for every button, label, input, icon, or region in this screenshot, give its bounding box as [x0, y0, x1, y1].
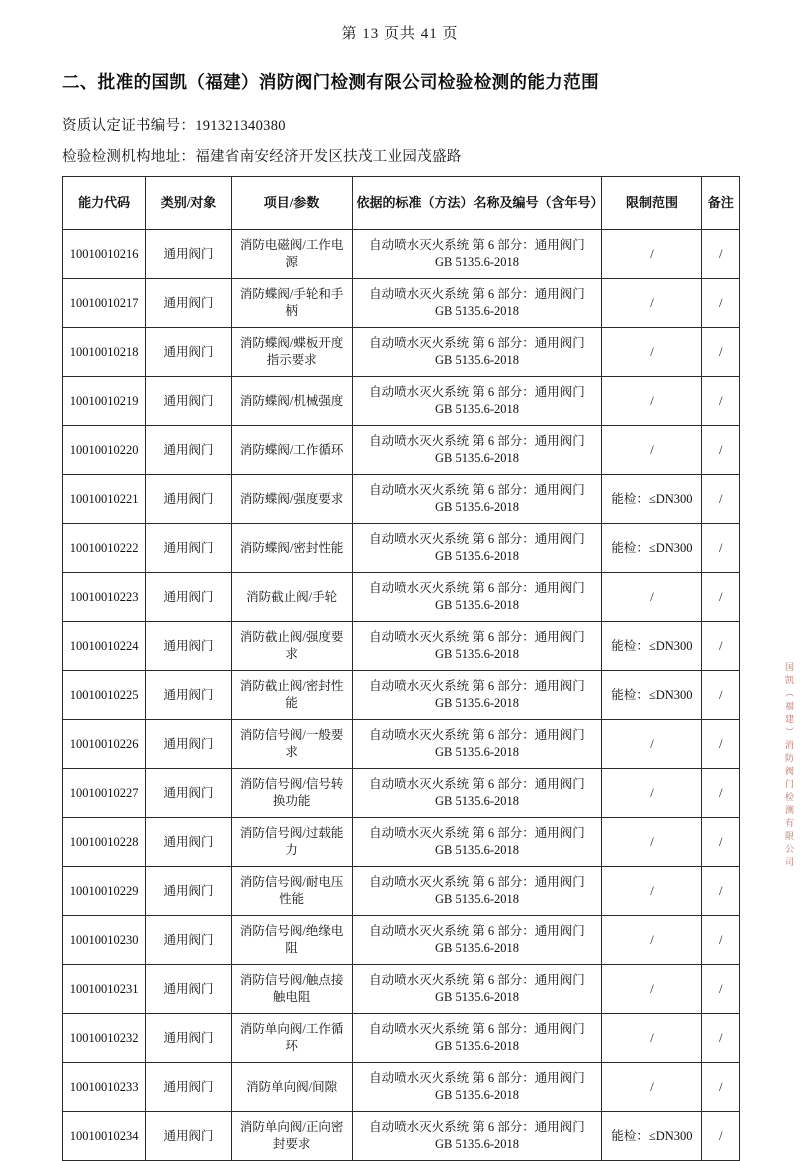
- standard-name: 自动喷水灭火系统 第 6 部分：通用阀门: [369, 875, 585, 890]
- cell-capability-code: 10010010233: [63, 1063, 146, 1112]
- standard-number: GB 5135.6-2018: [434, 500, 520, 514]
- cell-item-parameter: 消防蝶阀/工作循环: [231, 426, 352, 475]
- cell-standard: [352, 916, 602, 965]
- standard-number: GB 5135.6-2018: [434, 1088, 520, 1102]
- cell-item-parameter: 消防蝶阀/手轮和手柄: [231, 279, 352, 328]
- table-row: [63, 475, 740, 524]
- cell-remark: /: [702, 671, 740, 720]
- standard-number: GB 5135.6-2018: [434, 794, 520, 808]
- cell-remark: /: [702, 377, 740, 426]
- cell-item-parameter: 消防电磁阀/工作电源: [231, 230, 352, 279]
- cell-remark: /: [702, 230, 740, 279]
- table-body: [63, 230, 740, 1161]
- cell-category: 通用阀门: [146, 867, 231, 916]
- cell-capability-code: 10010010223: [63, 573, 146, 622]
- margin-side-note: 国凯（福建）消防阀门检测有限公司: [784, 662, 794, 870]
- cell-standard: [352, 475, 602, 524]
- cell-standard: [352, 867, 602, 916]
- table-row: [63, 377, 740, 426]
- cell-remark: /: [702, 965, 740, 1014]
- standard-name: 自动喷水灭火系统 第 6 部分：通用阀门: [369, 777, 585, 792]
- table-row: [63, 965, 740, 1014]
- cell-category: 通用阀门: [146, 965, 231, 1014]
- cell-remark: /: [702, 328, 740, 377]
- cell-standard: [352, 328, 602, 377]
- cell-item-parameter: 消防蝶阀/强度要求: [231, 475, 352, 524]
- cell-limit-range: /: [602, 965, 702, 1014]
- cell-standard: [352, 230, 602, 279]
- standard-number: GB 5135.6-2018: [434, 745, 520, 759]
- cell-capability-code: 10010010231: [63, 965, 146, 1014]
- column-header-standard: 依据的标准（方法）名称及编号（含年号）: [352, 177, 602, 230]
- standard-number: GB 5135.6-2018: [434, 304, 520, 318]
- standard-name: 自动喷水灭火系统 第 6 部分：通用阀门: [369, 973, 585, 988]
- cell-standard: [352, 720, 602, 769]
- table-row: [63, 524, 740, 573]
- institution-address-line: 检验检测机构地址：福建省南安经济开发区扶茂工业园茂盛路: [62, 149, 462, 165]
- cell-limit-range: /: [602, 377, 702, 426]
- cell-remark: /: [702, 916, 740, 965]
- cell-category: 通用阀门: [146, 916, 231, 965]
- cell-category: 通用阀门: [146, 475, 231, 524]
- cell-capability-code: 10010010221: [63, 475, 146, 524]
- cell-standard: [352, 769, 602, 818]
- standard-name: 自动喷水灭火系统 第 6 部分：通用阀门: [369, 630, 585, 645]
- page-number-header: 第 13 页共 41 页: [341, 26, 459, 42]
- standard-number: GB 5135.6-2018: [434, 353, 520, 367]
- table-row: [63, 1014, 740, 1063]
- table-row: [63, 279, 740, 328]
- document-page: [0, 22, 800, 1154]
- cell-limit-range: 能检：≤DN300: [602, 524, 702, 573]
- standard-name: 自动喷水灭火系统 第 6 部分：通用阀门: [369, 287, 585, 302]
- cell-standard: [352, 965, 602, 1014]
- cell-limit-range: 能检：≤DN300: [602, 622, 702, 671]
- cell-limit-range: /: [602, 573, 702, 622]
- cell-item-parameter: 消防单向阀/工作循环: [231, 1014, 352, 1063]
- standard-name: 自动喷水灭火系统 第 6 部分：通用阀门: [369, 238, 585, 253]
- cell-capability-code: 10010010224: [63, 622, 146, 671]
- standard-number: GB 5135.6-2018: [434, 1039, 520, 1053]
- cell-limit-range: /: [602, 769, 702, 818]
- table-row: [63, 1112, 740, 1161]
- cell-category: 通用阀门: [146, 377, 231, 426]
- standard-number: GB 5135.6-2018: [434, 843, 520, 857]
- cell-limit-range: /: [602, 279, 702, 328]
- cell-standard: [352, 622, 602, 671]
- table-row: [63, 720, 740, 769]
- cell-standard: [352, 818, 602, 867]
- cell-remark: /: [702, 475, 740, 524]
- standard-number: GB 5135.6-2018: [434, 990, 520, 1004]
- standard-name: 自动喷水灭火系统 第 6 部分：通用阀门: [369, 826, 585, 841]
- cell-capability-code: 10010010228: [63, 818, 146, 867]
- table-row: [63, 230, 740, 279]
- cell-remark: /: [702, 622, 740, 671]
- cell-standard: [352, 1112, 602, 1161]
- table-row: [63, 769, 740, 818]
- cell-category: 通用阀门: [146, 328, 231, 377]
- standard-name: 自动喷水灭火系统 第 6 部分：通用阀门: [369, 434, 585, 449]
- column-header-code: 能力代码: [63, 177, 146, 230]
- cell-remark: /: [702, 1014, 740, 1063]
- cell-item-parameter: 消防截止阀/手轮: [231, 573, 352, 622]
- column-header-category: 类别/对象: [146, 177, 231, 230]
- cell-limit-range: /: [602, 1063, 702, 1112]
- cell-item-parameter: 消防单向阀/间隙: [231, 1063, 352, 1112]
- capability-scope-table: [62, 176, 740, 1161]
- standard-name: 自动喷水灭火系统 第 6 部分：通用阀门: [369, 1120, 585, 1135]
- standard-name: 自动喷水灭火系统 第 6 部分：通用阀门: [369, 1071, 585, 1086]
- cell-limit-range: /: [602, 720, 702, 769]
- certificate-number-line: 资质认定证书编号：191321340380: [62, 118, 286, 134]
- cell-limit-range: /: [602, 818, 702, 867]
- cell-limit-range: /: [602, 867, 702, 916]
- table-row: [63, 916, 740, 965]
- cell-limit-range: /: [602, 230, 702, 279]
- cell-standard: [352, 426, 602, 475]
- standard-number: GB 5135.6-2018: [434, 598, 520, 612]
- cell-category: 通用阀门: [146, 1063, 231, 1112]
- standard-name: 自动喷水灭火系统 第 6 部分：通用阀门: [369, 1022, 585, 1037]
- standard-name: 自动喷水灭火系统 第 6 部分：通用阀门: [369, 581, 585, 596]
- cell-capability-code: 10010010218: [63, 328, 146, 377]
- cell-item-parameter: 消防信号阀/触点接触电阻: [231, 965, 352, 1014]
- cell-remark: /: [702, 426, 740, 475]
- cell-category: 通用阀门: [146, 671, 231, 720]
- cell-standard: [352, 377, 602, 426]
- table-header-row: [63, 177, 740, 230]
- standard-number: GB 5135.6-2018: [434, 451, 520, 465]
- cell-remark: /: [702, 573, 740, 622]
- cell-capability-code: 10010010226: [63, 720, 146, 769]
- cell-category: 通用阀门: [146, 1014, 231, 1063]
- table-row: [63, 573, 740, 622]
- standard-name: 自动喷水灭火系统 第 6 部分：通用阀门: [369, 532, 585, 547]
- cell-category: 通用阀门: [146, 818, 231, 867]
- standard-number: GB 5135.6-2018: [434, 941, 520, 955]
- cell-remark: /: [702, 867, 740, 916]
- cell-limit-range: /: [602, 328, 702, 377]
- standard-name: 自动喷水灭火系统 第 6 部分：通用阀门: [369, 336, 585, 351]
- table-row: [63, 818, 740, 867]
- cell-capability-code: 10010010232: [63, 1014, 146, 1063]
- cell-limit-range: 能检：≤DN300: [602, 475, 702, 524]
- cell-standard: [352, 279, 602, 328]
- standard-name: 自动喷水灭火系统 第 6 部分：通用阀门: [369, 385, 585, 400]
- cell-standard: [352, 524, 602, 573]
- standard-number: GB 5135.6-2018: [434, 696, 520, 710]
- cell-category: 通用阀门: [146, 524, 231, 573]
- cell-capability-code: 10010010229: [63, 867, 146, 916]
- cell-limit-range: /: [602, 1014, 702, 1063]
- cell-item-parameter: 消防信号阀/耐电压性能: [231, 867, 352, 916]
- cell-remark: /: [702, 818, 740, 867]
- table-row: [63, 426, 740, 475]
- table-row: [63, 867, 740, 916]
- column-header-note: 备注: [702, 177, 740, 230]
- cell-standard: [352, 573, 602, 622]
- cell-category: 通用阀门: [146, 622, 231, 671]
- cell-item-parameter: 消防蝶阀/机械强度: [231, 377, 352, 426]
- cell-remark: /: [702, 769, 740, 818]
- standard-name: 自动喷水灭火系统 第 6 部分：通用阀门: [369, 728, 585, 743]
- column-header-item: 项目/参数: [231, 177, 352, 230]
- standard-name: 自动喷水灭火系统 第 6 部分：通用阀门: [369, 483, 585, 498]
- standard-number: GB 5135.6-2018: [434, 402, 520, 416]
- cell-item-parameter: 消防单向阀/正向密封要求: [231, 1112, 352, 1161]
- cell-item-parameter: 消防截止阀/强度要求: [231, 622, 352, 671]
- cell-category: 通用阀门: [146, 1112, 231, 1161]
- cell-limit-range: 能检：≤DN300: [602, 671, 702, 720]
- table-row: [63, 671, 740, 720]
- cell-category: 通用阀门: [146, 720, 231, 769]
- cell-capability-code: 10010010230: [63, 916, 146, 965]
- standard-name: 自动喷水灭火系统 第 6 部分：通用阀门: [369, 924, 585, 939]
- cell-category: 通用阀门: [146, 426, 231, 475]
- cell-category: 通用阀门: [146, 769, 231, 818]
- cell-category: 通用阀门: [146, 279, 231, 328]
- table-row: [63, 328, 740, 377]
- standard-number: GB 5135.6-2018: [434, 255, 520, 269]
- cell-category: 通用阀门: [146, 573, 231, 622]
- cell-item-parameter: 消防蝶阀/蝶板开度指示要求: [231, 328, 352, 377]
- cell-item-parameter: 消防信号阀/信号转换功能: [231, 769, 352, 818]
- standard-number: GB 5135.6-2018: [434, 892, 520, 906]
- standard-number: GB 5135.6-2018: [434, 1137, 520, 1151]
- cell-item-parameter: 消防信号阀/绝缘电阻: [231, 916, 352, 965]
- cell-remark: /: [702, 720, 740, 769]
- cell-limit-range: /: [602, 916, 702, 965]
- cell-item-parameter: 消防信号阀/过载能力: [231, 818, 352, 867]
- cell-remark: /: [702, 1112, 740, 1161]
- cell-remark: /: [702, 279, 740, 328]
- cell-capability-code: 10010010220: [63, 426, 146, 475]
- cell-remark: /: [702, 524, 740, 573]
- column-header-limit: 限制范围: [602, 177, 702, 230]
- standard-number: GB 5135.6-2018: [434, 549, 520, 563]
- cell-capability-code: 10010010217: [63, 279, 146, 328]
- cell-capability-code: 10010010225: [63, 671, 146, 720]
- standard-number: GB 5135.6-2018: [434, 647, 520, 661]
- cell-limit-range: /: [602, 426, 702, 475]
- cell-capability-code: 10010010219: [63, 377, 146, 426]
- cell-capability-code: 10010010227: [63, 769, 146, 818]
- cell-item-parameter: 消防蝶阀/密封性能: [231, 524, 352, 573]
- cell-item-parameter: 消防信号阀/一般要求: [231, 720, 352, 769]
- cell-capability-code: 10010010222: [63, 524, 146, 573]
- cell-capability-code: 10010010234: [63, 1112, 146, 1161]
- cell-remark: /: [702, 1063, 740, 1112]
- table-row: [63, 1063, 740, 1112]
- table-row: [63, 622, 740, 671]
- cell-capability-code: 10010010216: [63, 230, 146, 279]
- page-title: 二、批准的国凯（福建）消防阀门检测有限公司检验检测的能力范围: [62, 72, 599, 92]
- cell-item-parameter: 消防截止阀/密封性能: [231, 671, 352, 720]
- standard-name: 自动喷水灭火系统 第 6 部分：通用阀门: [369, 679, 585, 694]
- cell-standard: [352, 1063, 602, 1112]
- cell-standard: [352, 1014, 602, 1063]
- cell-standard: [352, 671, 602, 720]
- cell-category: 通用阀门: [146, 230, 231, 279]
- cell-limit-range: 能检：≤DN300: [602, 1112, 702, 1161]
